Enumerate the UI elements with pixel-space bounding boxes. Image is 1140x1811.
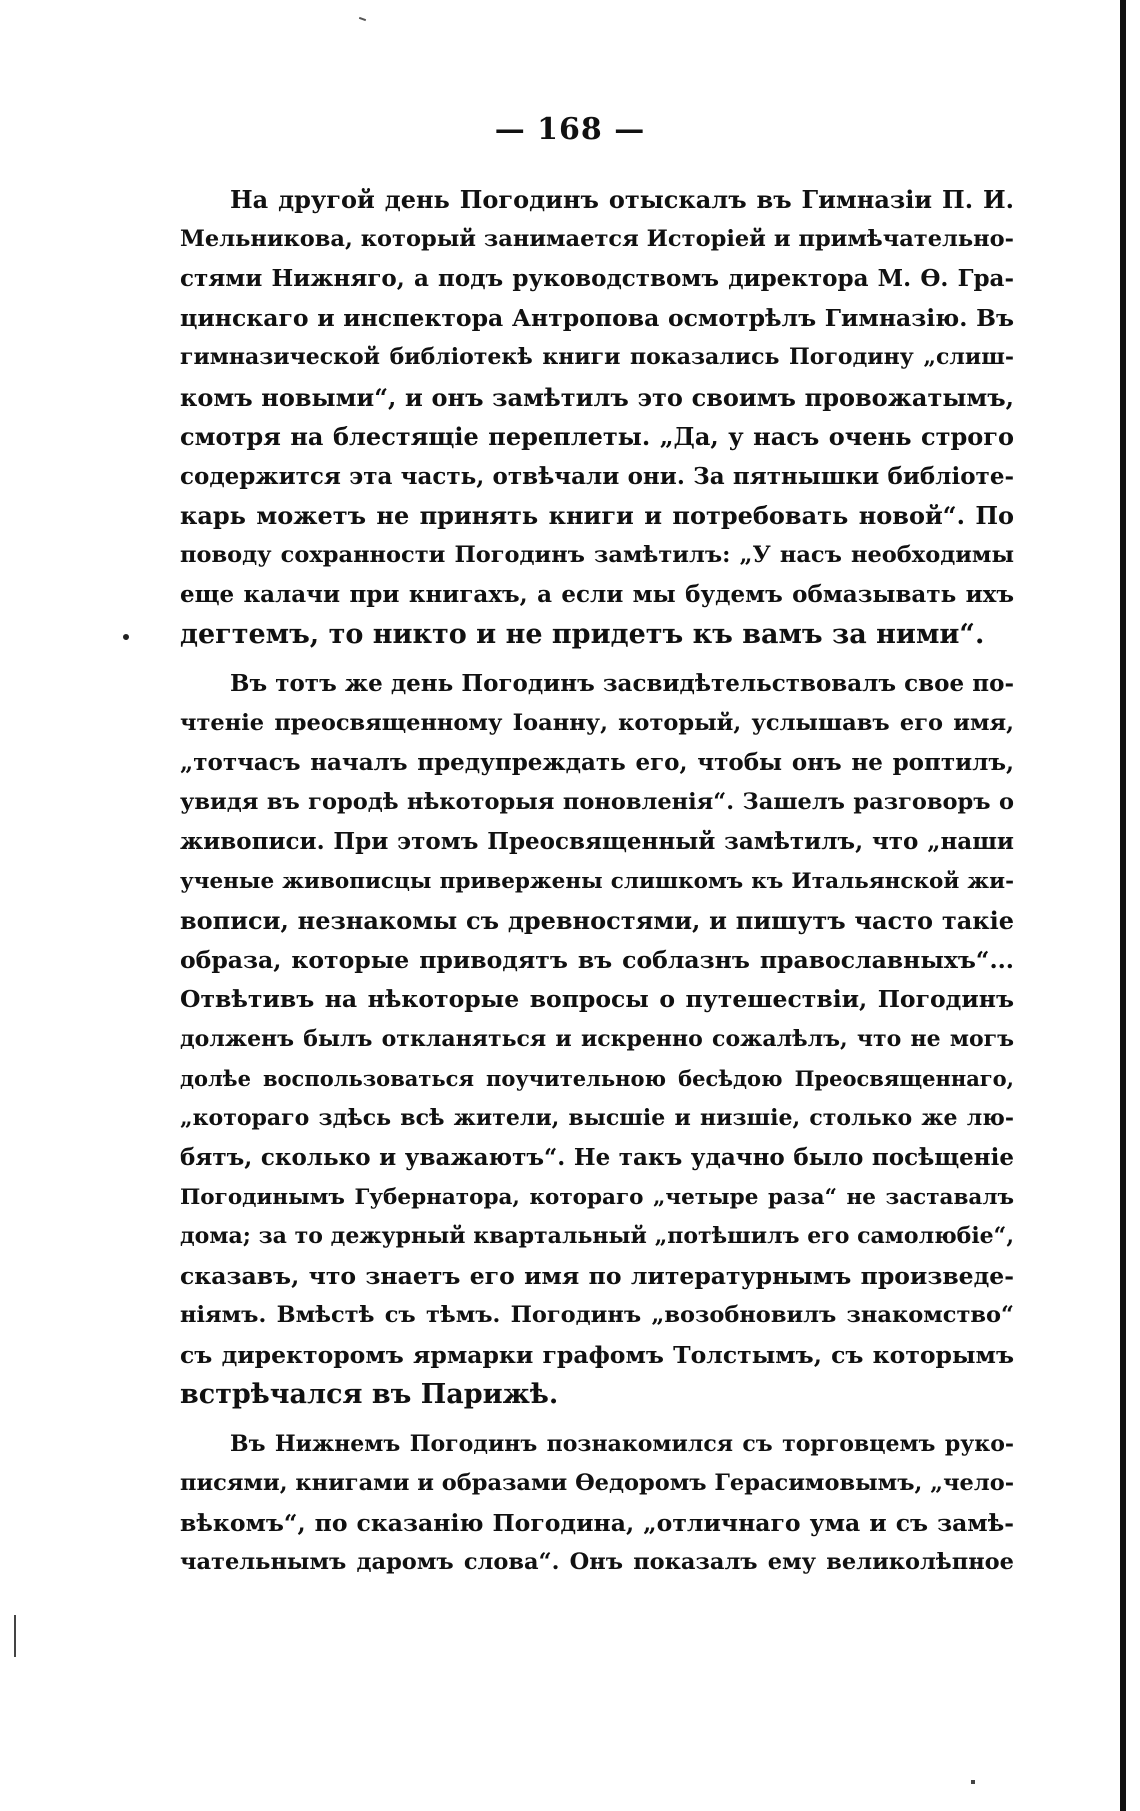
text-line: стями Нижняго, а подъ руководствомъ директора М. Ѳ. Гра- bbox=[180, 265, 1014, 292]
text-line: ученые живописцы привержены слишкомъ къ Итальянской жи- bbox=[180, 868, 1014, 894]
ink-dot bbox=[123, 634, 129, 640]
text-line: бятъ, сколько и уважаютъ“. Не такъ удачно было посѣщеніе bbox=[180, 1144, 1014, 1171]
text-line: ніямъ. Вмѣстѣ съ тѣмъ. Погодинъ „возобновилъ знакомство“ bbox=[180, 1302, 1014, 1328]
text-line: съ директоромъ ярмарки графомъ Толстымъ, съ которымъ bbox=[180, 1340, 1014, 1369]
text-line: Въ Нижнемъ Погодинъ познакомился съ торговцемъ руко- bbox=[230, 1430, 1014, 1457]
text-line: карь можетъ не принять книги и потребовать новой“. По bbox=[180, 501, 1014, 530]
text-line: еще калачи при книгахъ, а если мы будемъ обмазывать ихъ bbox=[180, 581, 1014, 608]
text-line: Погодинымъ Губернатора, котораго „четыре раза“ не заставалъ bbox=[180, 1184, 1014, 1210]
text-line: образа, которые приводятъ въ соблазнъ православныхъ“... bbox=[180, 945, 1014, 974]
ink-speck bbox=[971, 1780, 975, 1784]
text-line: „котораго здѣсь всѣ жители, высшіе и низшіе, столько же лю- bbox=[180, 1104, 1014, 1131]
text-line: содержится эта часть, отвѣчали они. За пятнышки библіоте- bbox=[180, 462, 1014, 490]
text-line: Мельникова, который занимается Исторіей и примѣчательно- bbox=[180, 225, 1014, 252]
text-line: долѣе воспользоваться поучительною бесѣдою Преосвященнаго, bbox=[180, 1066, 1014, 1091]
text-line: смотря на блестящіе переплеты. „Да, у насъ очень строго bbox=[180, 422, 1014, 451]
text-line: долженъ былъ откланяться и искренно сожалѣлъ, что не могъ bbox=[180, 1025, 1014, 1052]
paragraph-gap bbox=[180, 654, 1014, 664]
body-text bbox=[180, 180, 1014, 1583]
paragraph-gap bbox=[180, 1415, 1014, 1425]
paragraph-1 bbox=[180, 180, 1014, 654]
text-line: чтеніе преосвященному Іоанну, который, услышавъ его имя, bbox=[180, 709, 1014, 736]
text-line: На другой день Погодинъ отыскалъ въ Гимназіи П. И. bbox=[230, 185, 1014, 214]
text-line: цинскаго и инспектора Антропова осмотрѣлъ Гимназію. Въ bbox=[180, 303, 1014, 332]
text-line: комъ новыми“, и онъ замѣтилъ это своимъ провожатымъ, bbox=[180, 382, 1014, 412]
text-line: встрѣчался въ Парижѣ. bbox=[180, 1379, 559, 1410]
text-line: „тотчасъ началъ предупреждать его, чтобы онъ не роптилъ, bbox=[180, 749, 1014, 776]
text-line: вописи, незнакомы съ древностями, и пишутъ часто такіе bbox=[180, 906, 1014, 935]
paragraph-2 bbox=[180, 664, 1014, 1415]
text-line: дома; за то дежурный квартальный „потѣшилъ его самолюбіе“, bbox=[180, 1223, 1014, 1249]
paragraph-3 bbox=[180, 1425, 1014, 1583]
text-line: писями, книгами и образами Ѳедоромъ Герасимовымъ, „чело- bbox=[180, 1470, 1014, 1496]
margin-mark bbox=[14, 1615, 16, 1657]
text-line: чательнымъ даромъ слова“. Онъ показалъ ему великолѣпное bbox=[180, 1549, 1014, 1575]
text-line: Въ тотъ же день Погодинъ засвидѣтельствовалъ свое по- bbox=[230, 670, 1014, 697]
text-line: гимназической библіотекѣ книги показались Погодину „слиш- bbox=[180, 344, 1014, 370]
page-number: — 168 — bbox=[494, 112, 646, 147]
text-line: живописи. При этомъ Преосвященный замѣтилъ, что „наши bbox=[180, 828, 1014, 855]
text-line: вѣкомъ“, по сказанію Погодина, „отличнаго ума и съ замѣ- bbox=[180, 1508, 1014, 1537]
ink-mark bbox=[359, 17, 366, 21]
text-line: сказавъ, что знаетъ его имя по литературнымъ произведе- bbox=[180, 1261, 1014, 1290]
page-edge bbox=[1120, 0, 1126, 1811]
text-line: увидя въ городѣ нѣкоторыя поновленія“. Зашелъ разговоръ о bbox=[180, 788, 1014, 815]
text-line: Отвѣтивъ на нѣкоторые вопросы о путешествіи, Погодинъ bbox=[180, 985, 1014, 1013]
text-line: дегтемъ, то никто и не придетъ къ вамъ за ними“. bbox=[180, 618, 985, 650]
text-line: поводу сохранности Погодинъ замѣтилъ: „У насъ необходимы bbox=[180, 541, 1014, 568]
